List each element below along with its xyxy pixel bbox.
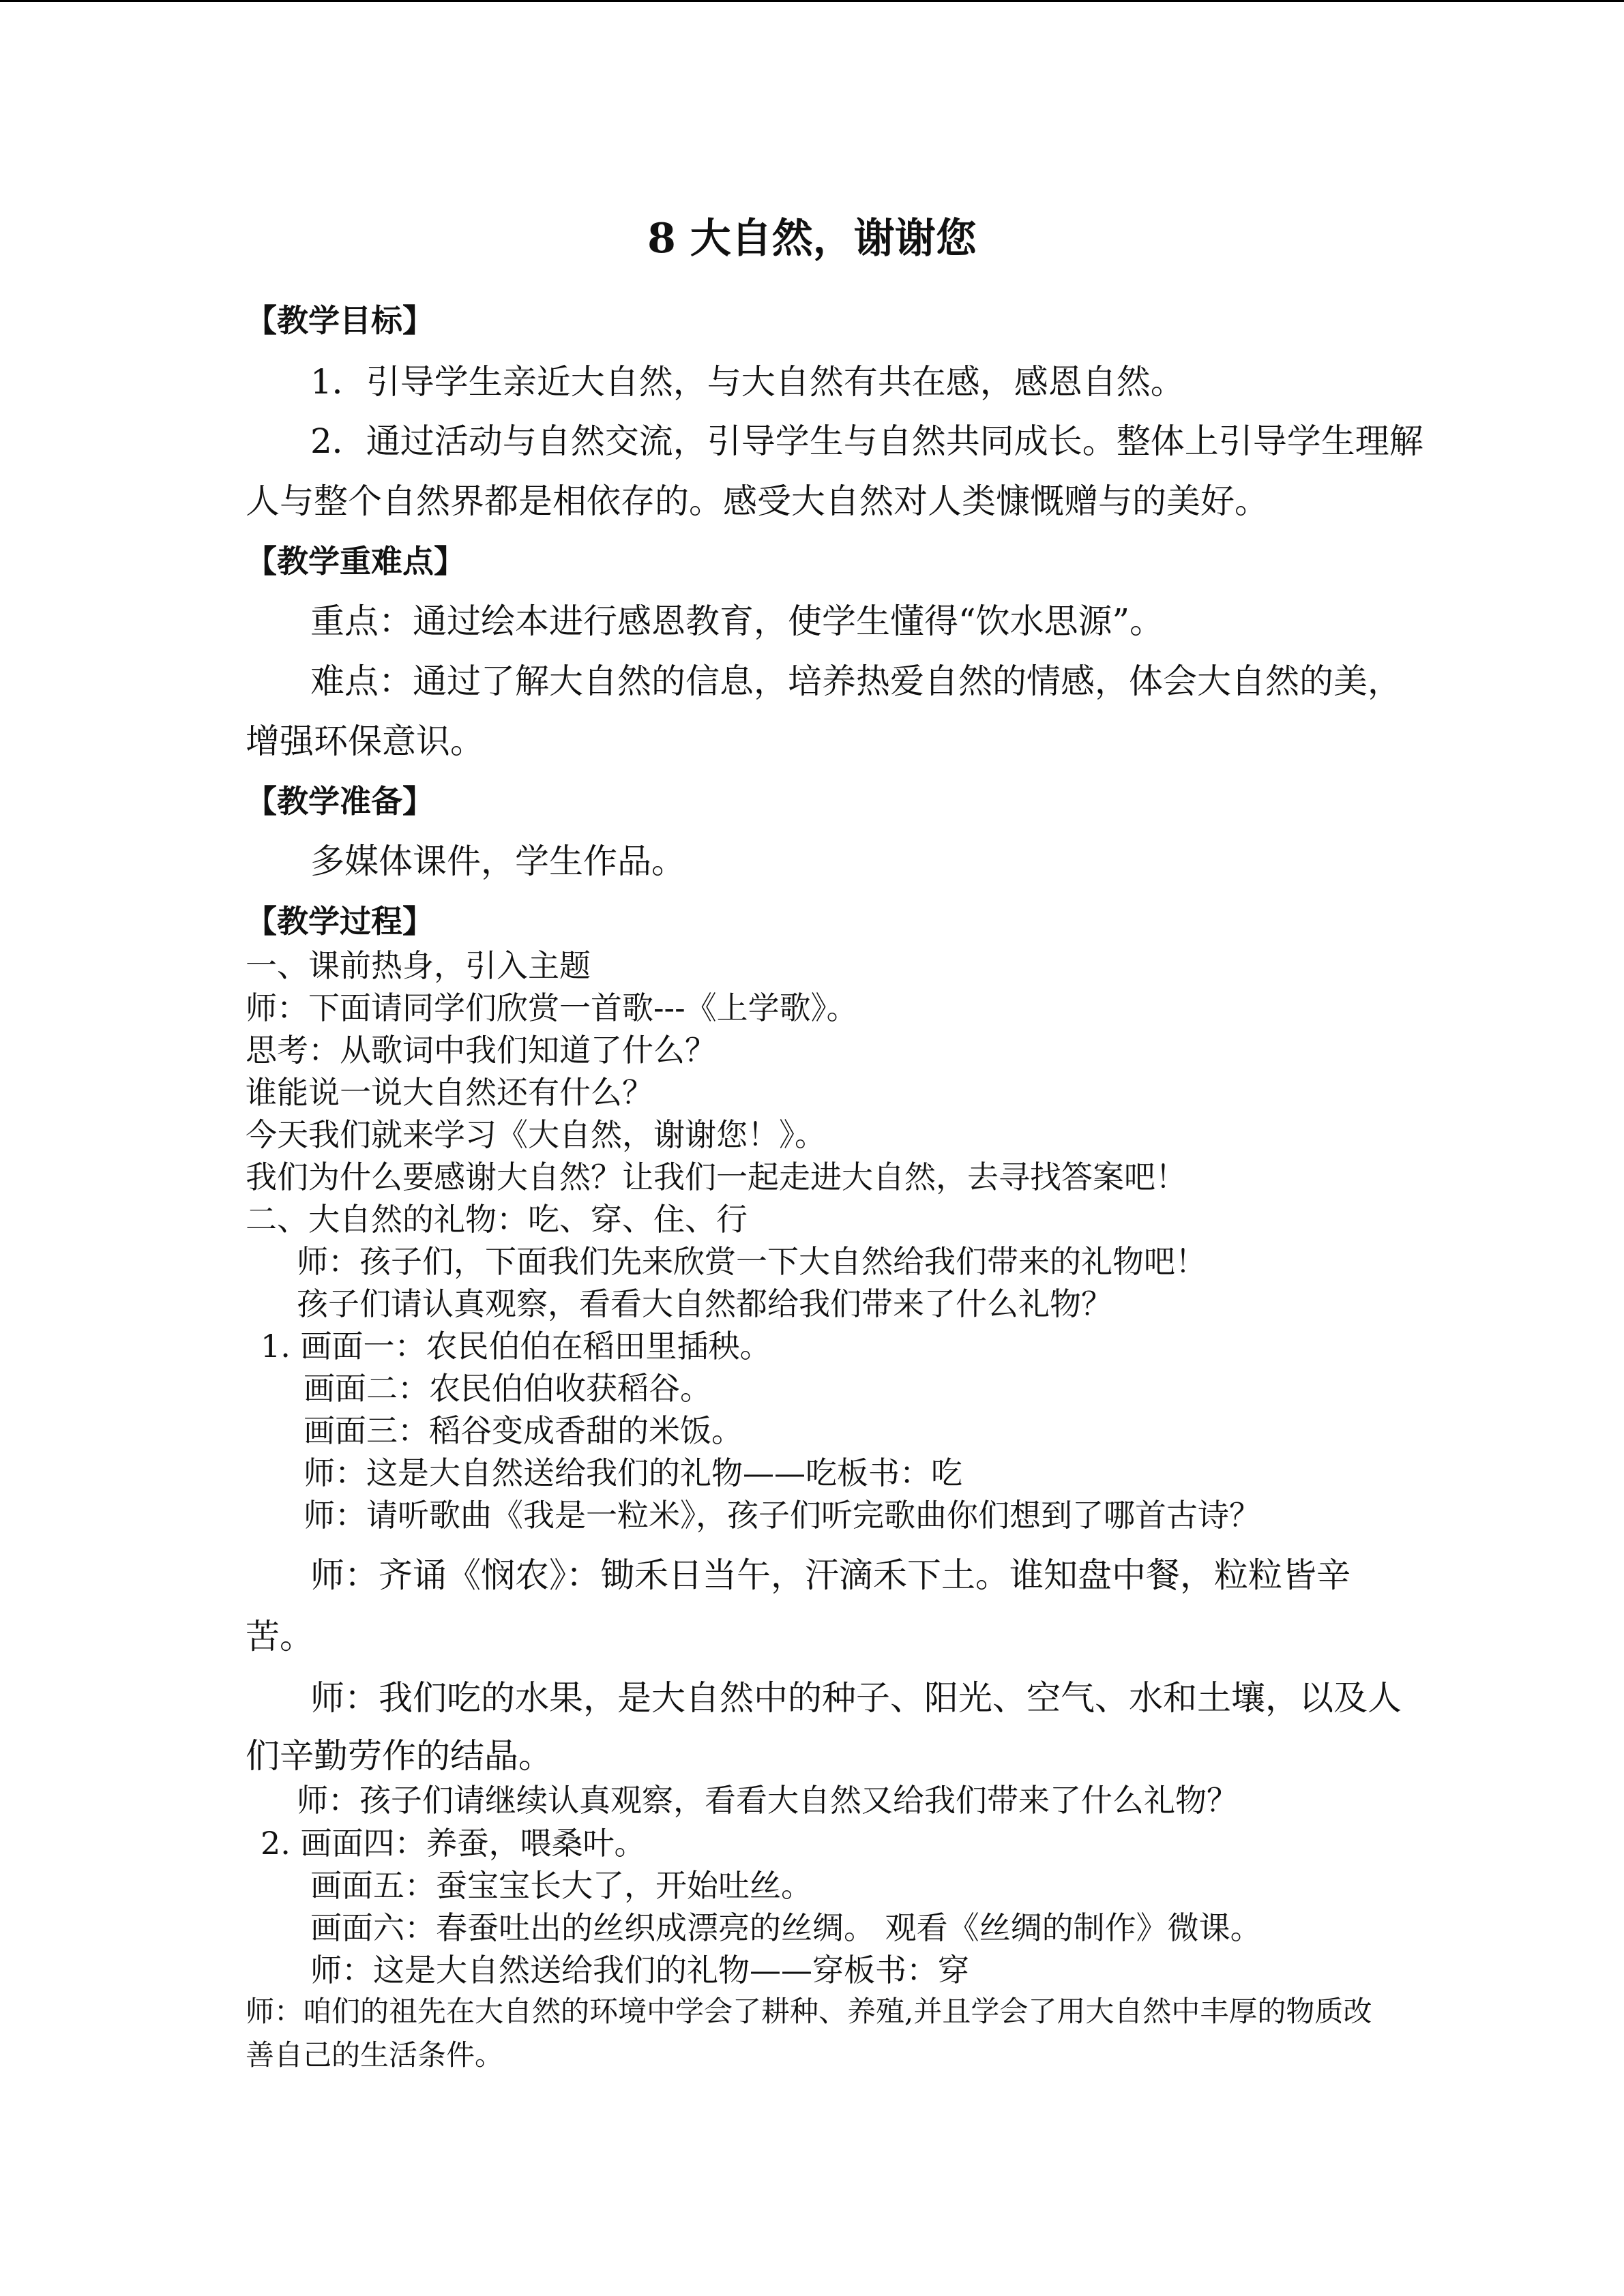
process-line: 一、课前热身，引入主题: [246, 947, 591, 984]
process-line: 谁能说一说大自然还有什么？: [246, 1074, 653, 1111]
process-line: 画面五：蚕宝宝长大了，开始吐丝。: [310, 1867, 812, 1904]
process-line: 师：齐诵《悯农》：锄禾日当午，汗滴禾下土。谁知盘中餐，粒粒皆辛: [310, 1555, 1350, 1595]
process-line: 师：请听歌曲《我是一粒米》，孩子们听完歌曲你们想到了哪首古诗？: [304, 1497, 1260, 1534]
process-line: 师：这是大自然送给我们的礼物——吃板书：吃: [304, 1455, 962, 1491]
process-line: 师：孩子们请继续认真观察，看看大自然又给我们带来了什么礼物？: [297, 1782, 1238, 1819]
process-line: 师：下面请同学们欣赏一首歌---《上学歌》。: [246, 989, 858, 1026]
goal-item-2-line-1: 2．通过活动与自然交流，引导学生与自然共同成长。整体上引导学生理解: [310, 421, 1423, 461]
process-line: 师：孩子们，下面我们先来欣赏一下大自然给我们带来的礼物吧！: [297, 1243, 1207, 1280]
difficult-point-line-2: 增强环保意识。: [246, 721, 484, 761]
process-line: 孩子们请认真观察，看看大自然都给我们带来了什么礼物？: [297, 1285, 1112, 1322]
page-top-border: [0, 0, 1624, 2]
page-title: 8 大自然，谢谢您: [647, 215, 977, 263]
difficult-point-line-1: 难点：通过了解大自然的信息，培养热爱自然的情感，体会大自然的美，: [310, 661, 1402, 701]
process-line: 画面三：稻谷变成香甜的米饭。: [304, 1412, 743, 1449]
preparation-text: 多媒体课件，学生作品。: [310, 841, 685, 881]
process-line: 画面二：农民伯伯收获稻谷。: [304, 1370, 711, 1407]
process-line: 师：这是大自然送给我们的礼物——穿板书：穿: [310, 1952, 969, 1988]
process-line: 二、大自然的礼物：吃、穿、住、行: [246, 1201, 748, 1238]
goal-item-2-line-2: 人与整个自然界都是相依存的。感受大自然对人类慷慨赠与的美好。: [246, 481, 1269, 521]
process-line: 2. 画面四：养蚕，喂桑叶。: [261, 1825, 646, 1862]
process-line: 师：咱们的祖先在大自然的环境中学会了耕种、养殖,并且学会了用大自然中丰厚的物质改: [246, 1995, 1372, 2028]
process-line: 苦。: [246, 1617, 314, 1656]
section-heading-process: 【教学过程】: [246, 903, 434, 940]
process-line: 们辛勤劳作的结晶。: [246, 1736, 552, 1776]
process-line: 思考：从歌词中我们知道了什么？: [246, 1032, 716, 1069]
goal-item-1: 1．引导学生亲近大自然，与大自然有共在感，感恩自然。: [310, 362, 1185, 402]
process-line: 今天我们就来学习《大自然，谢谢您！》。: [246, 1116, 826, 1153]
process-line: 师：我们吃的水果，是大自然中的种子、阳光、空气、水和土壤，以及人: [310, 1678, 1402, 1718]
process-line: 善自己的生活条件。: [246, 2038, 504, 2072]
process-line: 画面六：春蚕吐出的丝织成漂亮的丝绸。 观看《丝绸的制作》微课。: [310, 1909, 1262, 1946]
process-line: 1. 画面一：农民伯伯在稻田里插秧。: [261, 1328, 771, 1365]
key-point-line: 重点：通过绘本进行感恩教育，使学生懂得“饮水思源”。: [310, 601, 1164, 641]
section-heading-goals: 【教学目标】: [246, 302, 434, 339]
section-heading-preparation: 【教学准备】: [246, 783, 434, 820]
process-line: 我们为什么要感谢大自然？让我们一起走进大自然，去寻找答案吧！: [246, 1159, 1187, 1195]
section-heading-key-points: 【教学重难点】: [246, 543, 465, 580]
